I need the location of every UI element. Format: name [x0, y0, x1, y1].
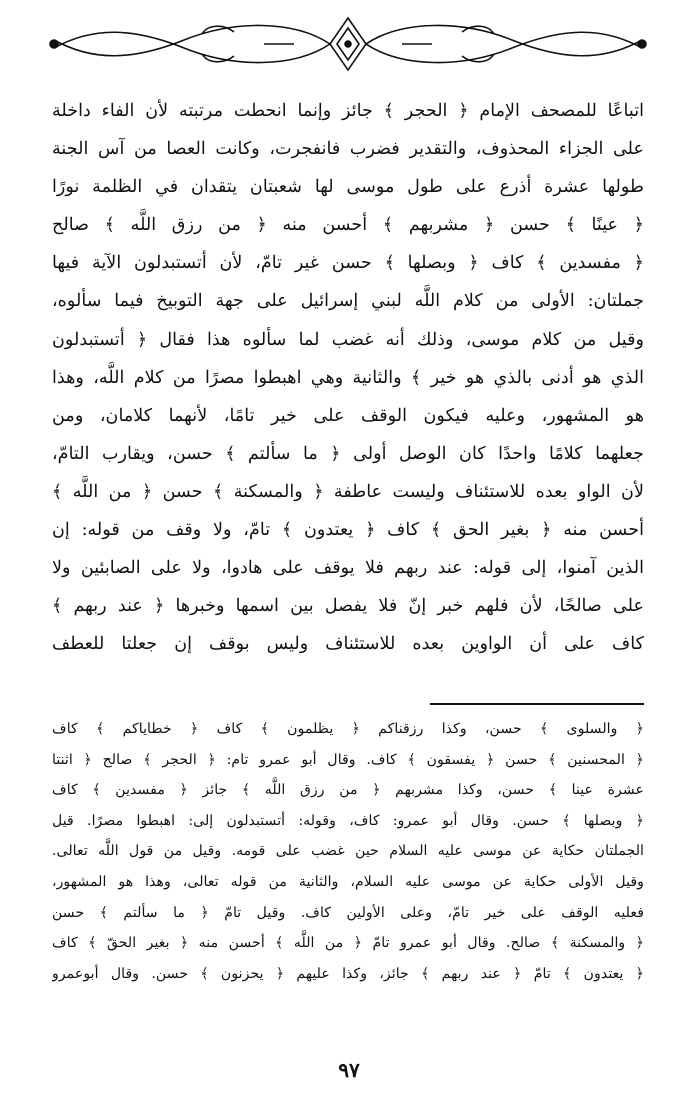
text-line: اتباعًا للمصحف الإمام ﴿ الحجر ﴾ جائز وإنما انحطت مرتبته لأن الفاء داخلة	[52, 101, 644, 121]
text-line: وقيل من كلام موسى، وذلك أنه غضب لما سألوه هذا فقال ﴿ أتستبدلون	[52, 329, 644, 350]
main-text-body	[52, 92, 644, 663]
footnote-line: فعليه الوقف على خير تامّ، وعلى الأولين كاف. وقيل تامّ ﴿ ما سألتم ﴾ حسن	[52, 904, 644, 921]
footnotes-section	[52, 714, 644, 989]
text-line: على صالحًا، لأن فلهم خبر إنّ فلا يفصل بين اسمها وخبرها ﴿ عند ربهم ﴾	[52, 596, 644, 617]
footnote-line: ﴿ والمسكنة ﴾ صالح. وقال أبو عمرو تامّ ﴿ من اللَّه ﴾ أحسن منه ﴿ بغير الحقّ ﴾ كاف	[52, 935, 644, 952]
footnote-line: الجملتان حكاية عن موسى عليه السلام حين غضب على قومه. وقيل من قول اللَّه تعالى.	[52, 843, 644, 860]
page-number: ٩٧	[338, 1058, 360, 1082]
footnote-line: عشرة عينا ﴾ حسن، وكذا مشربهم ﴿ من رزق اللَّه ﴾ جائز ﴿ مفسدين ﴾ كاف	[52, 782, 644, 799]
text-line: لأن الواو بعده للاستئناف وليست عاطفة ﴿ والمسكنة ﴾ حسن ﴿ من اللَّه ﴾	[52, 481, 644, 502]
arabesque-header-ornament-icon	[42, 10, 654, 80]
footnote-line: ﴿ والسلوى ﴾ حسن، وكذا رزقناكم ﴿ يظلمون ﴾ كاف ﴿ خطاياكم ﴾ كاف	[52, 721, 644, 737]
footnote-separator	[430, 703, 644, 705]
text-line: أحسن منه ﴿ بغير الحق ﴾ كاف ﴿ يعتدون ﴾ تامّ، ولا وقف من قوله: إن	[52, 520, 644, 541]
text-line: ﴿ عينًا ﴾ حسن ﴿ مشربهم ﴾ أحسن منه ﴿ من رزق اللَّه ﴾ صالح	[52, 215, 644, 236]
text-line: كاف على أن الواوين بعده للاستئناف وليس بوقف إن جعلتا للعطف	[52, 634, 644, 655]
text-line: جعلهما كلامًا واحدًا كان الوصل أولى ﴿ ما سألتم ﴾ حسن، ويقارب التامّ،	[52, 443, 644, 464]
text-line: الذين آمنوا، إلى قوله: عند ربهم فلا يوقف على هادوا، ولا على الصابئين ولا	[52, 558, 644, 579]
footnote-line: ﴿ المحسنين ﴾ حسن ﴿ يفسقون ﴾ كاف. وقال أبو عمرو تام: ﴿ الحجر ﴾ صالح ﴿ اثنتا	[52, 751, 644, 768]
text-line: جملتان: الأولى من كلام اللَّه لبني إسرائيل على جهة التوبيخ فيما سألوه،	[52, 291, 644, 312]
footnote-line: ﴿ يعتدون ﴾ تامّ ﴿ عند ربهم ﴾ جائز، وكذا عليهم ﴿ يحزنون ﴾ حسن. وقال أبوعمرو	[52, 965, 644, 982]
text-line: طولها عشرة أذرع على طول موسى لها شعبتان يتقدان في الظلمة نورًا	[52, 177, 644, 198]
footnote-line: وقيل الأولى حكاية عن موسى عليه السلام، والثانية من قوله تعالى، وهذا هو المشهور،	[52, 873, 644, 890]
text-line: على الجزاء المحذوف، والتقدير فضرب فانفجرت، وكانت العصا من آس الجنة	[52, 139, 644, 160]
text-line: هو المشهور، وعليه فيكون الوقف على خير تامًا، لأنهما كلامان، ومن	[52, 405, 644, 426]
text-line: الذي هو أدنى بالذي هو خير ﴾ والثانية وهي اهبطوا مصرًا من كلام اللَّه، وهذا	[52, 367, 644, 388]
footnote-line: ﴿ وبصلها ﴾ حسن. وقال أبو عمرو: كاف، وقوله: أتستبدلون إلى: اهبطوا مصرًا. قيل	[52, 812, 644, 829]
text-line: ﴿ مفسدين ﴾ كاف ﴿ وبصلها ﴾ حسن غير تامّ، لأن أتستبدلون الآية فيها	[52, 253, 644, 274]
